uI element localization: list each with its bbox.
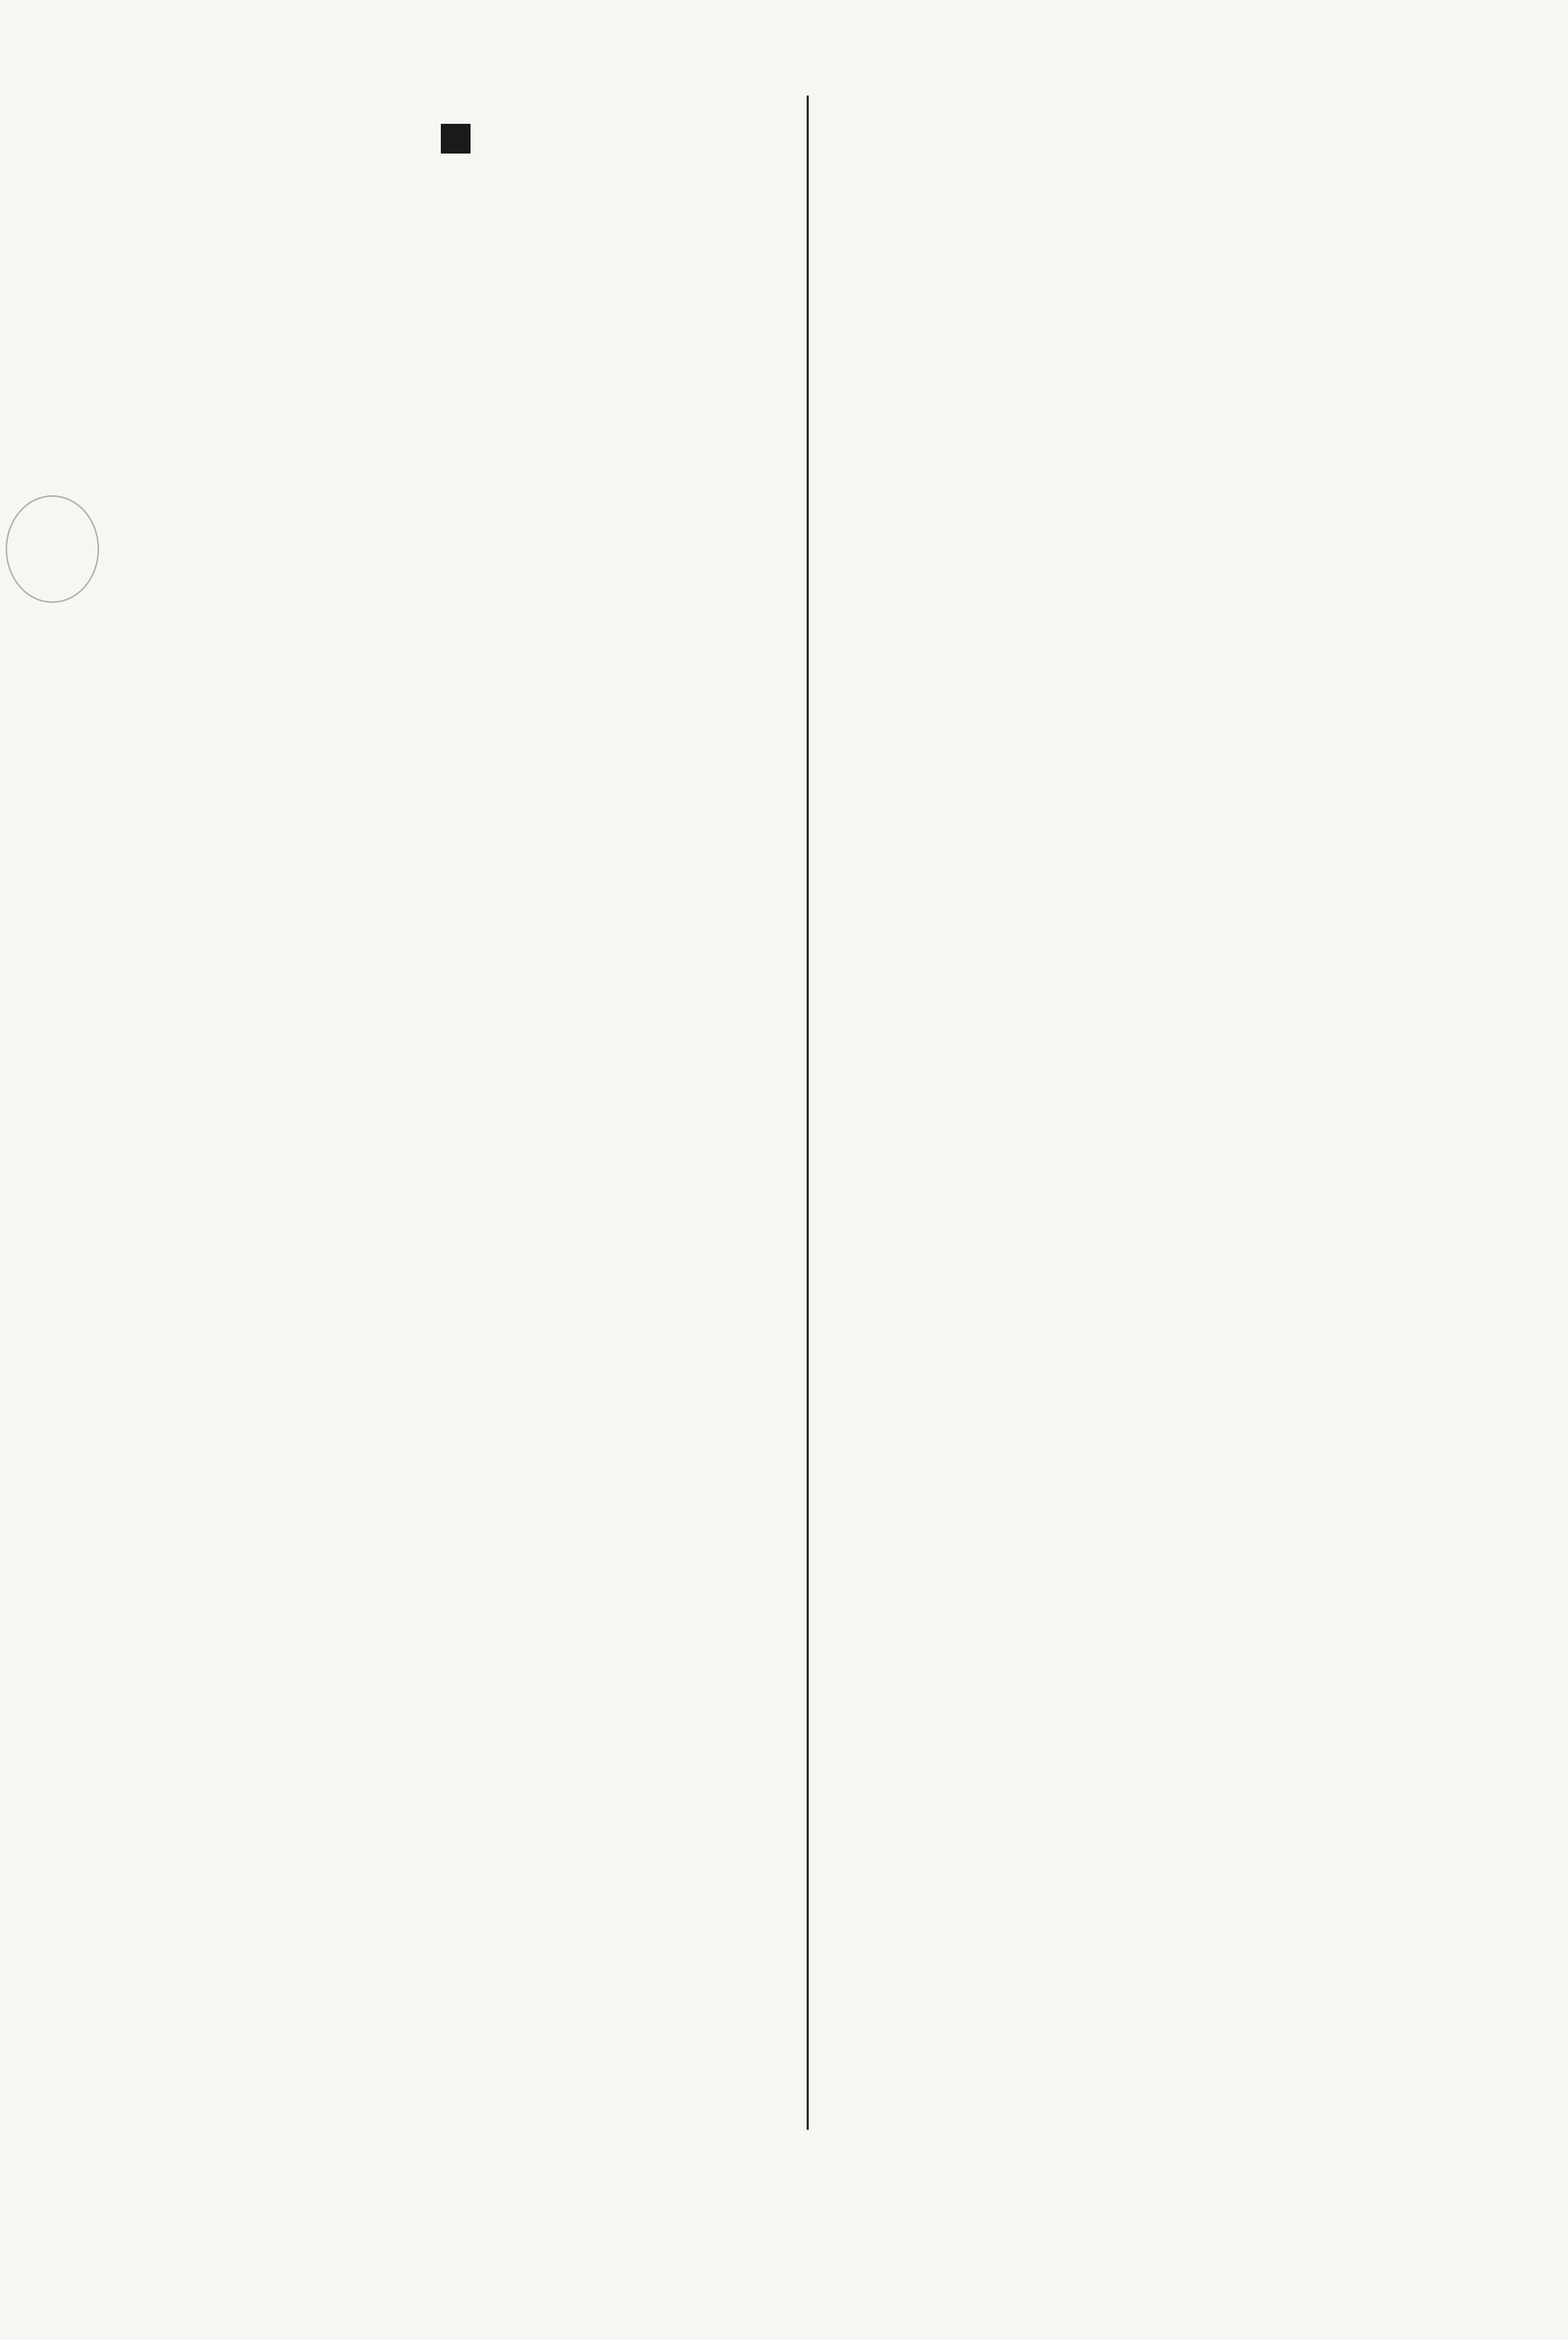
- column-divider: [807, 96, 809, 2130]
- section-number-badge: [441, 124, 471, 154]
- section-heading: [131, 98, 789, 180]
- left-column: [131, 98, 789, 180]
- watermark-stamp: [6, 495, 99, 603]
